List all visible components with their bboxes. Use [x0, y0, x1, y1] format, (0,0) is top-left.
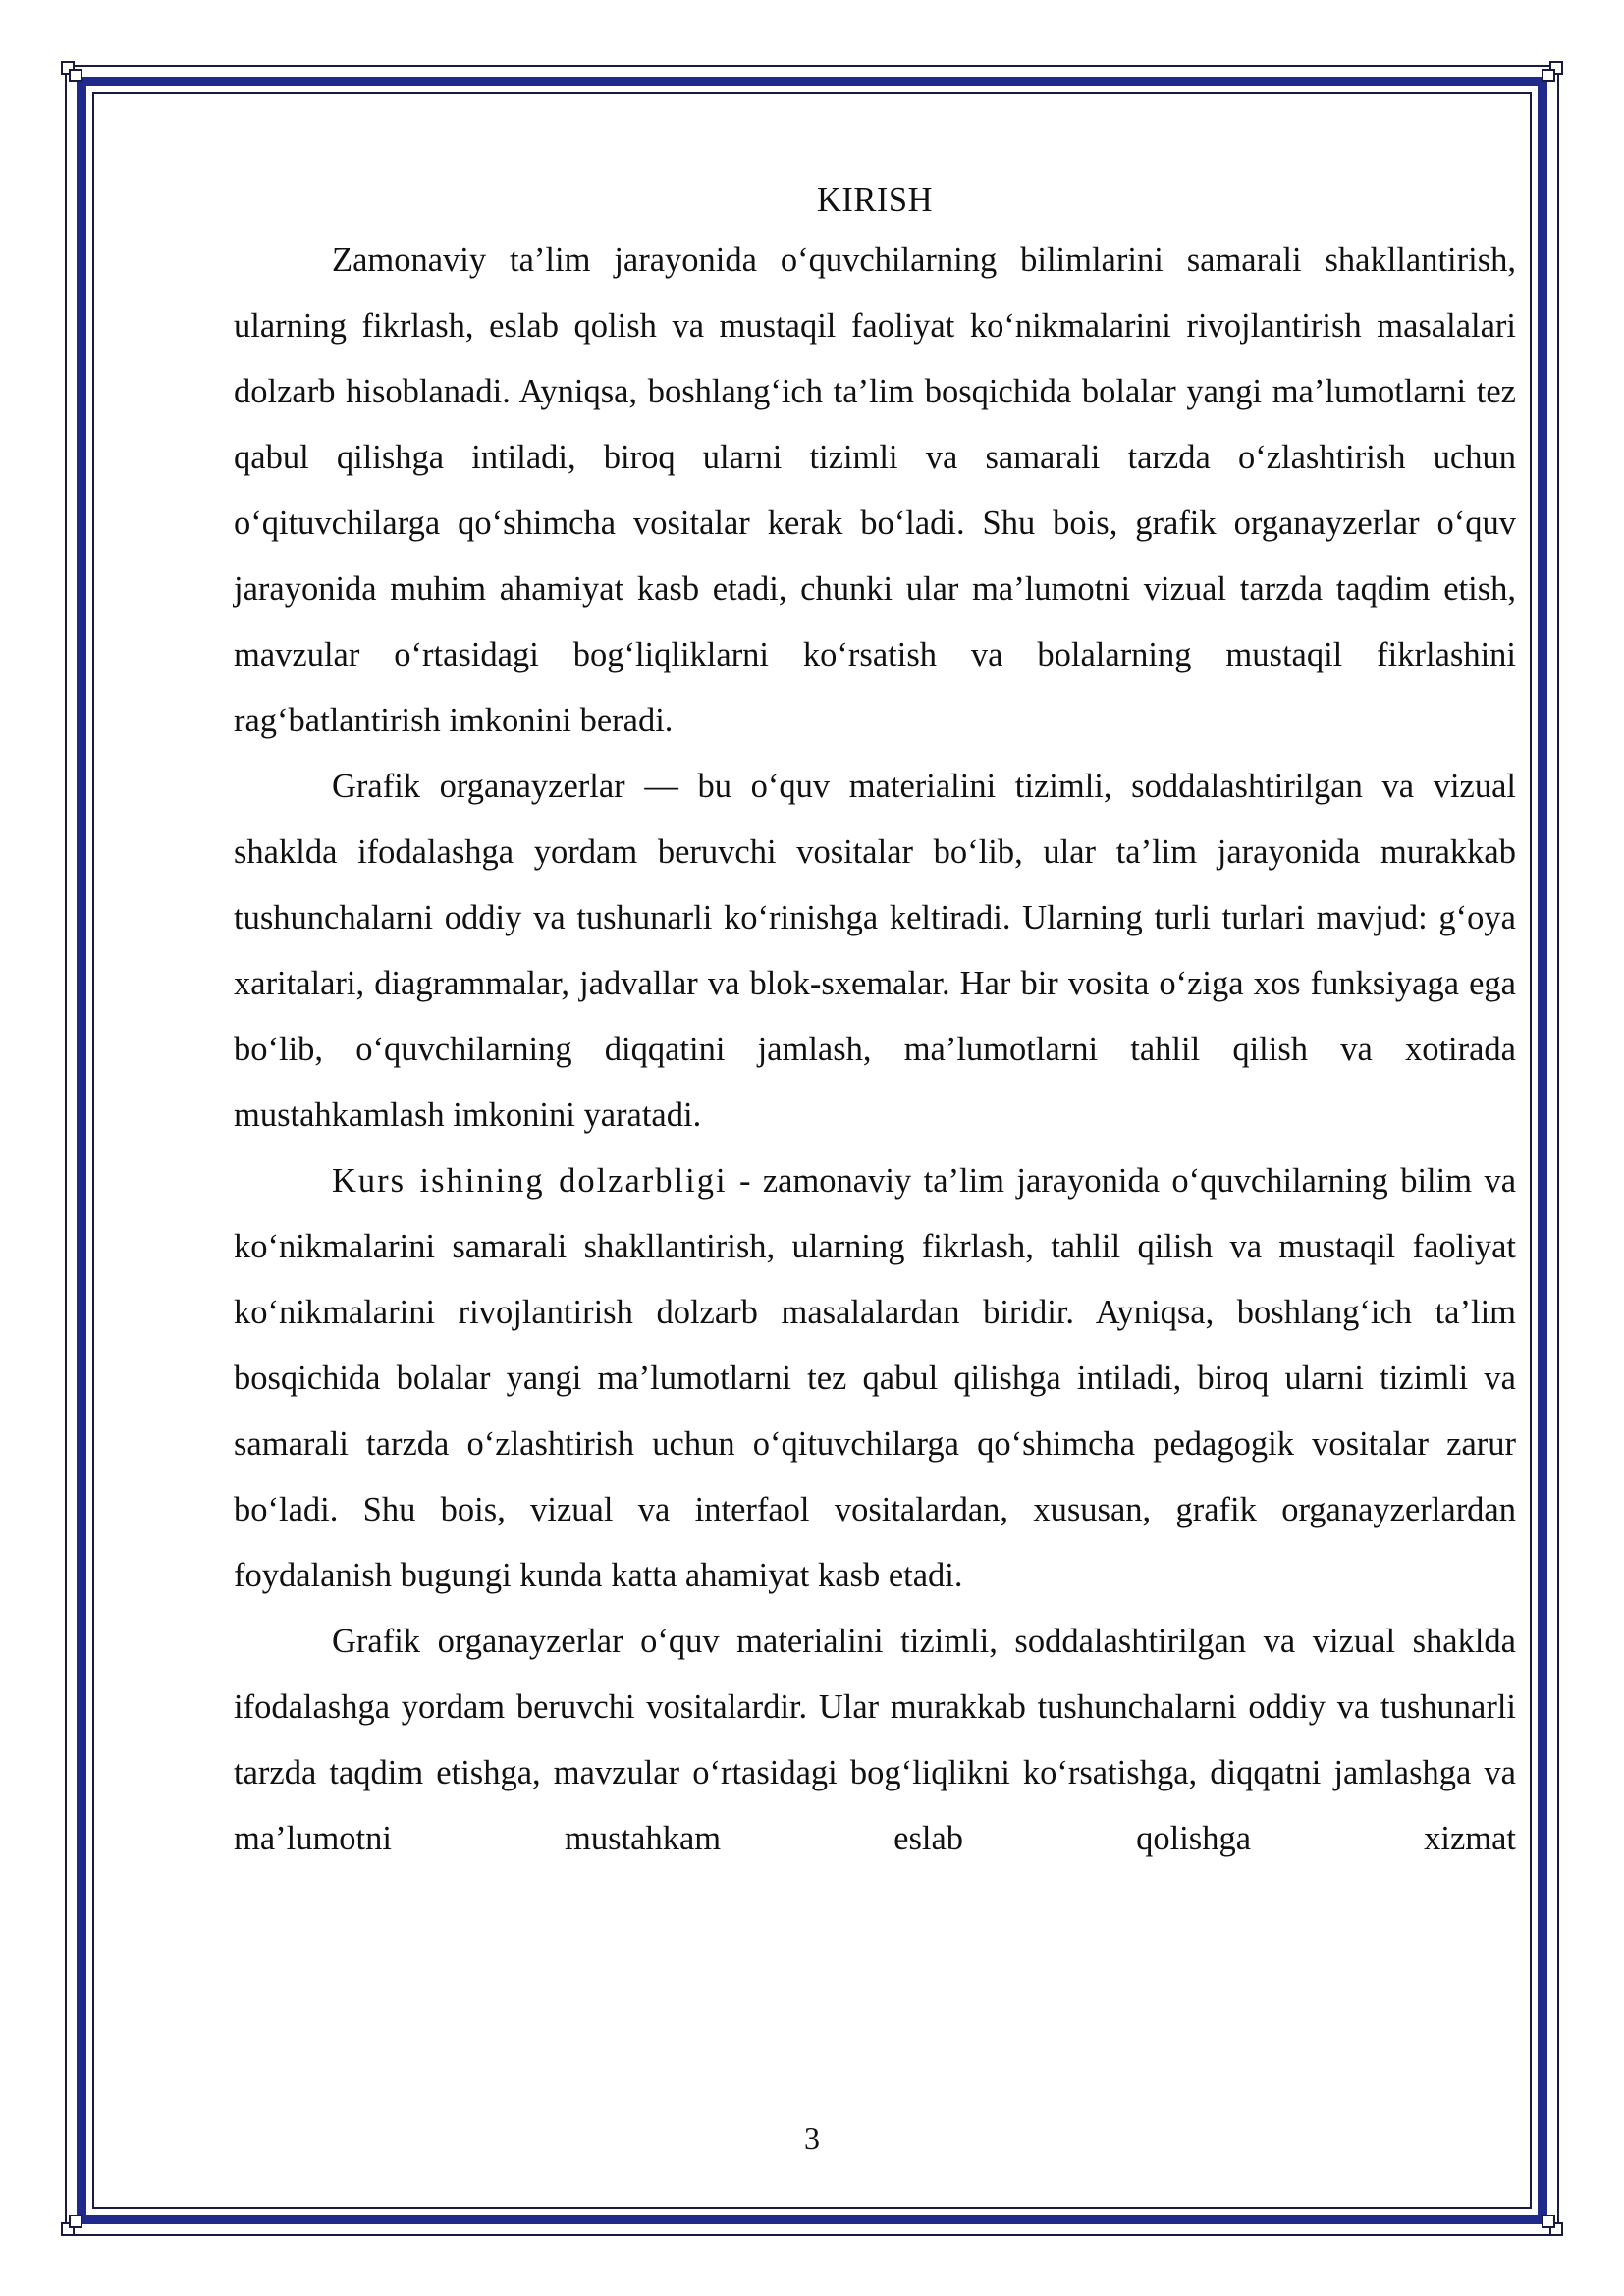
relevance-body-text: - zamonaviy ta’lim jarayonida o‘quvchilarning bilim va ko‘nikmalarini samarali shakllantirish, ularning fikrlash, tahlil qilish va mustaqil faoliyat ko‘nikmalarini rivojlantirish dolzarb masalalardan biridir. Ayniqsa, boshlang‘ich ta’lim bosqichida bolalar yangi ma’lumotlarni tez qabul qilishga intiladi, biroq ularni tizimli va samarali tarzda o‘zlashtirish uchun o‘qituvchilarga qo‘shimcha pedagogik vositalar zarur bo‘ladi. Shu bois, vizual va interfaol vositalardan, xususan, grafik organayzerlardan foydalanish bugungi kunda katta ahamiyat kasb etadi. [234, 1162, 1517, 1594]
frame-corner-ornament-bottom-right [1530, 2203, 1563, 2236]
page-number: 3 [804, 2120, 820, 2156]
document-body [234, 173, 1516, 1872]
frame-corner-ornament-top-right [1530, 61, 1563, 94]
paragraph-graphic-organizers: Grafik organayzerlar — bu o‘quv materialini tizimli, soddalashtirilgan va vizual shaklda ifodalashga yordam beruvchi vositalar bo‘lib, ular ta’lim jarayonida murakkab tushunchalarni oddiy va tushunarli ko‘rinishga keltiradi. Ularning turli turlari mavjud: g‘oya xaritalari, diagrammalar, jadvallar va blok-sxemalar. Har bir vosita o‘ziga xos funksiyaga ega bo‘lib, o‘quvchilarning diqqatini jamlash, ma’lumotlarni tahlil qilish va xotirada mustahkamlash imkonini yaratadi. [234, 768, 1516, 1134]
frame-corner-ornament-bottom-left [61, 2203, 94, 2236]
section-heading: KIRISH [816, 182, 933, 219]
relevance-lead-text: Kurs ishining dolzarbligi [332, 1162, 728, 1200]
paragraph-relevance [234, 1148, 1516, 1609]
paragraph-graphic-organizers-continued: Grafik organayzerlar o‘quv materialini tizimli, soddalashtirilgan va vizual shaklda ifodalashga yordam beruvchi vositalardir. Ular murakkab tushunchalarni oddiy va tushunarli tarzda taqdim etishga, mavzular o‘rtasidagi bog‘liqlikni ko‘rsatishga, diqqatni jamlashga va ma’lumotni mustahkam eslab qolishga xizmat [234, 1623, 1516, 1857]
paragraph-introduction: Zamonaviy ta’lim jarayonida o‘quvchilarning bilimlarini samarali shakllantirish, ularning fikrlash, eslab qolish va mustaqil faoliyat ko‘nikmalarini rivojlantirish masalalari dolzarb hisoblanadi. Ayniqsa, boshlang‘ich ta’lim bosqichida bolalar yangi ma’lumotlarni tez qabul qilishga intiladi, biroq ularni tizimli va samarali tarzda o‘zlashtirish uchun o‘qituvchilarga qo‘shimcha vositalar kerak bo‘ladi. Shu bois, grafik organayzerlar o‘quv jarayonida muhim ahamiyat kasb etadi, chunki ular ma’lumotni vizual tarzda taqdim etish, mavzular o‘rtasidagi bog‘liqliklarni ko‘rsatish va bolalarning mustaqil fikrlashini rag‘batlantirish imkonini beradi. [234, 241, 1516, 739]
frame-corner-ornament-top-left [61, 61, 94, 94]
